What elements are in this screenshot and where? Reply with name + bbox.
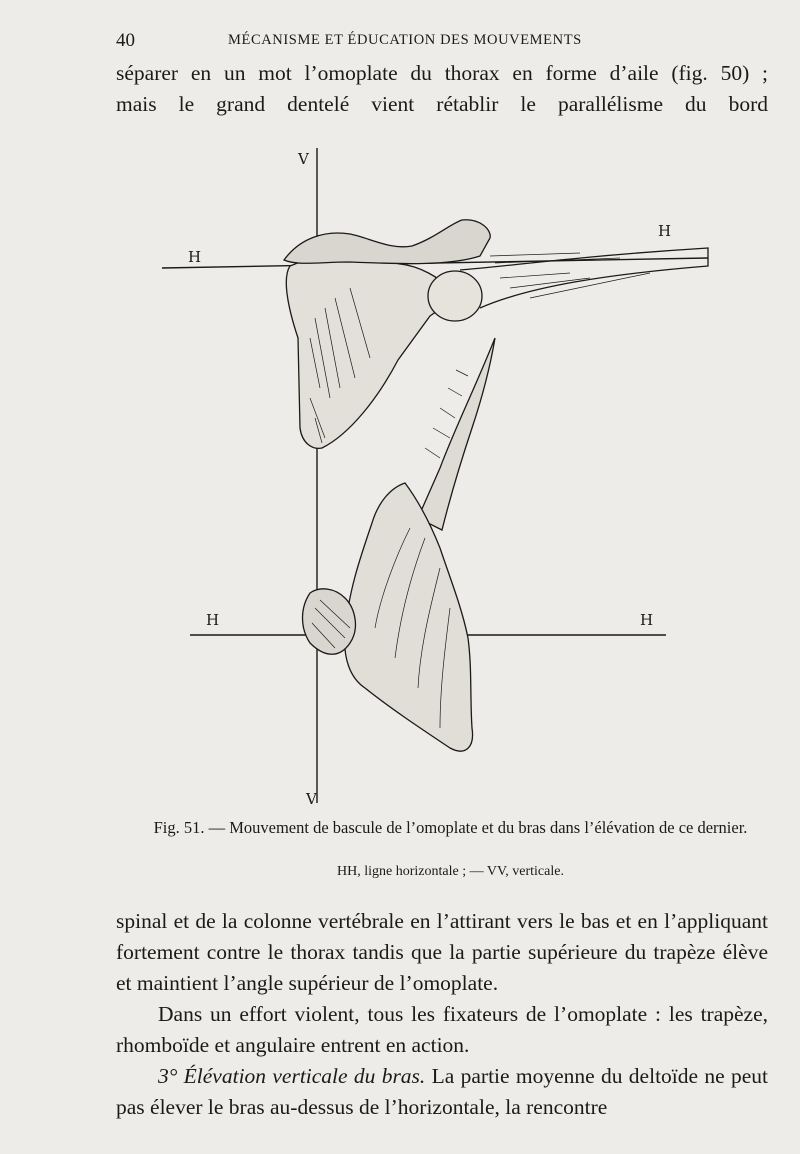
text-line: mais le grand dentelé vient rétablir le parallélisme du bord [116, 92, 768, 116]
paragraph: spinal et de la colonne vertébrale en l’attirant vers le bas et en l’appliquant fortement contre le thorax tandis que la partie supérieure du trapèze élève et maintient l’angle supérieur de l’omoplate. [116, 909, 768, 995]
scapula-upper [284, 220, 708, 449]
page-header [116, 30, 766, 56]
body-text-bottom [116, 906, 768, 1123]
paragraph-text: La partie moyenne du deltoïde ne peut pas élever le bras au-dessus de l’horizontale, la rencontre [116, 1064, 768, 1119]
running-title: MÉCANISME ET ÉDUCATION DES MOUVEMENTS [228, 32, 582, 48]
label-h-bottom-right: H [640, 611, 654, 629]
page-number: 40 [116, 30, 135, 51]
text-line: séparer en un mot l’omoplate du thorax en forme d’aile (fig. 50) ; [116, 61, 768, 85]
label-v-top: V [298, 150, 309, 168]
arm-raised [418, 338, 495, 530]
scapula-figure [150, 138, 720, 810]
scapula-lower [303, 483, 473, 751]
section-heading: 3° Élévation verticale du bras. [158, 1064, 426, 1088]
label-h-top-left: H [188, 248, 202, 266]
body-text-top [116, 58, 768, 120]
label-h-bottom-left: H [206, 611, 220, 629]
label-v-bottom: V [306, 790, 317, 808]
label-h-top-right: H [658, 222, 672, 240]
figure-caption: Fig. 51. — Mouvement de bascule de l’omoplate et du bras dans l’élévation de ce dernier. [153, 818, 748, 837]
figure-legend: HH, ligne horizontale ; — VV, verticale. [337, 864, 564, 879]
paragraph [116, 1061, 768, 1123]
paragraph: Dans un effort violent, tous les fixateurs de l’omoplate : les trapèze, rhomboïde et angulaire entrent en action. [116, 1002, 768, 1057]
